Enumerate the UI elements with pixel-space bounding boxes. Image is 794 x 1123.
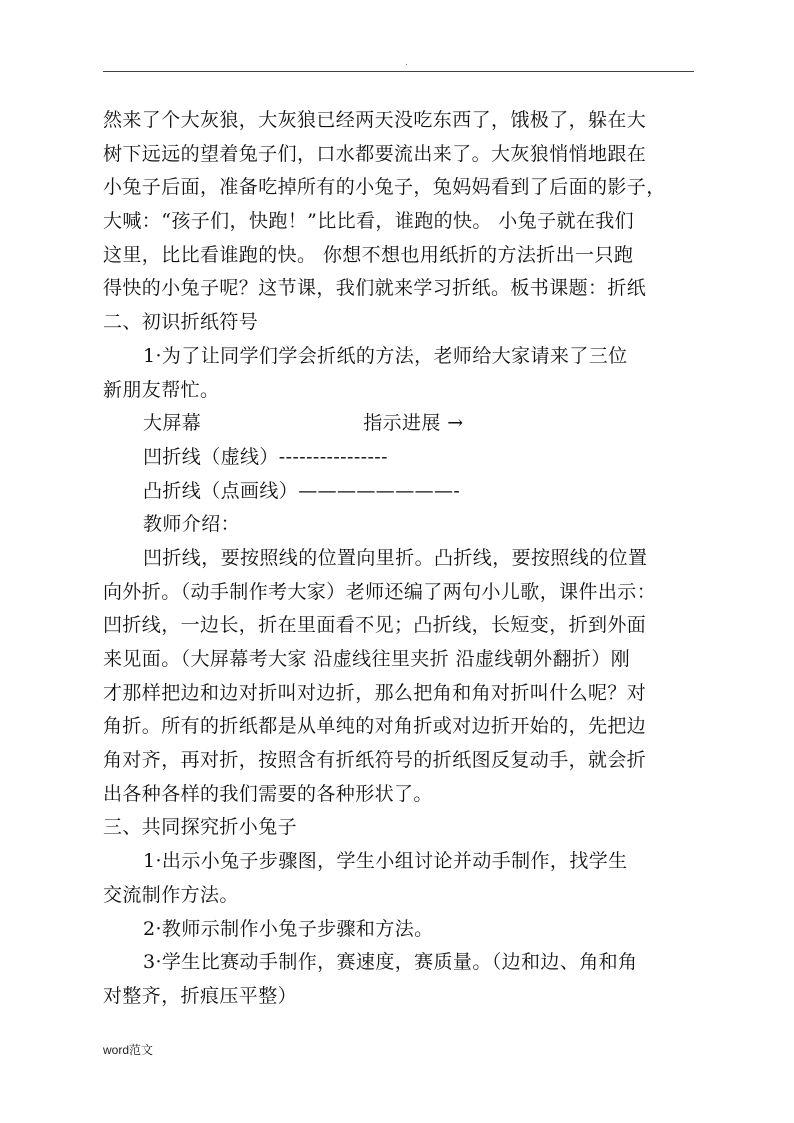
step-2-line: 2·教师示制作小兔子步骤和方法。 [143,917,434,940]
step-3-line: 3·学生比赛动手制作，赛速度，赛质量。（边和边、角和角 [143,951,638,974]
mountain-fold-line: 凸折线（点画线）————————- [143,479,461,502]
paragraph-line: 凹折线，一边长，折在里面看不见；凸折线，长短变，折到外面 [103,614,647,637]
header-rule [103,71,694,72]
paragraph-line: 大喊：“孩子们，快跑！”比比看，谁跑的快。 小兔子就在我们 [103,210,635,233]
header-mark: . [405,58,408,68]
section-heading-2: 二、初识折纸符号 [103,311,259,334]
paragraph-line: 这里，比比看谁跑的快。 你想不想也用纸折的方法折出一只跑 [103,243,634,266]
screen-label: 大屏幕 [143,412,202,435]
paragraph-line: 出各种各样的我们需要的各种形状了。 [103,782,433,805]
paragraph-line: 角折。所有的折纸都是从单纯的对角折或对边折开始的，先把边 [103,715,647,738]
paragraph-line: 得快的小兔子呢？这节课，我们就来学习折纸。板书课题：折纸 [103,277,647,300]
item-1-line: 新朋友帮忙。 [103,378,220,401]
progress-indicator: 指示进展 → [363,412,464,435]
paragraph-line: 向外折。（动手制作考大家）老师还编了两句小儿歌，课件出示： [103,580,657,603]
teacher-intro: 教师介绍： [143,513,241,536]
paragraph-line: 来见面。（大屏幕考大家 沿虚线往里夹折 沿虚线朝外翻折）刚 [103,648,631,670]
footer-label: word范文 [103,1043,154,1057]
body-text [103,104,697,1014]
paragraph-line: 小兔子后面，准备吃掉所有的小兔子，兔妈妈看到了后面的影子， [103,176,666,199]
step-1-line: 交流制作方法。 [103,883,239,906]
paragraph-line: 凹折线，要按照线的位置向里折。凸折线，要按照线的位置 [143,546,648,569]
step-3-line: 对整齐，折痕压平整） [103,984,298,1007]
step-1-line: 1·出示小兔子步骤图，学生小组讨论并动手制作，找学生 [143,850,628,873]
valley-fold-line: 凹折线（虚线）---------------- [143,445,388,468]
section-heading-3: 三、共同探究折小兔子 [103,816,298,839]
screen-row [103,407,697,441]
paragraph-line: 树下远远的望着兔子们，口水都要流出来了。大灰狼悄悄地跟在 [103,142,647,165]
item-1-line: 1·为了让同学们学会折纸的方法，老师给大家请来了三位 [143,344,628,367]
paragraph-line: 角对齐，再对折，按照含有折纸符号的折纸图反复动手，就会折 [103,749,647,772]
paragraph-line: 然来了个大灰狼，大灰狼已经两天没吃东西了，饿极了，躲在大 [103,109,647,131]
paragraph-line: 才那样把边和边对折叫对边折，那么把角和角对折叫什么呢？对 [103,681,647,704]
